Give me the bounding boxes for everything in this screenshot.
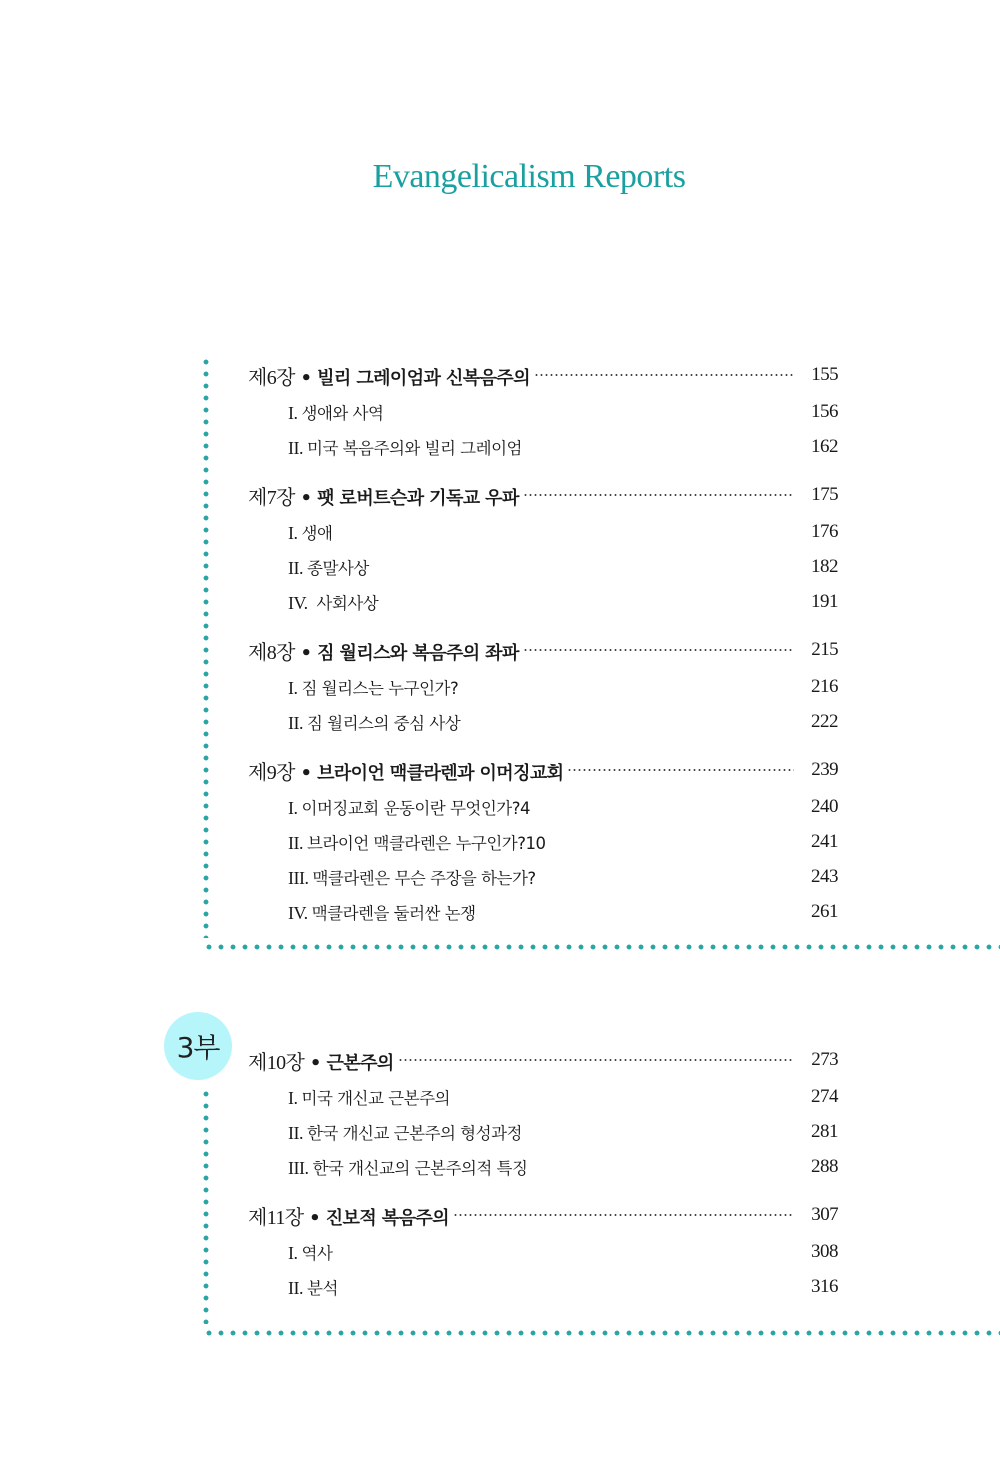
- section-title: 사회사상: [311, 593, 379, 613]
- chapter-page-number: 239: [811, 759, 838, 780]
- section-entry: [248, 1269, 838, 1304]
- section-heading: [288, 1240, 802, 1264]
- part-badge: 3부: [164, 1012, 232, 1080]
- chapter-heading: [248, 481, 519, 510]
- chapter-gap: [248, 619, 838, 631]
- section-entry: [248, 394, 838, 429]
- section-number: IV.: [288, 592, 308, 613]
- chapter-heading: [248, 756, 563, 785]
- section-heading: [288, 795, 802, 819]
- section-number: III.: [288, 1157, 309, 1178]
- section-entry: [248, 429, 838, 464]
- section-entry: [248, 1234, 838, 1269]
- section-entry: [248, 514, 838, 549]
- dot-leader: [453, 1214, 794, 1216]
- section-page-number: 182: [811, 555, 838, 577]
- chapter-title: 짐 월리스와 복음주의 좌파: [317, 642, 519, 664]
- dot-leader: [523, 649, 794, 651]
- section-page-number: 240: [811, 795, 838, 817]
- section-entry: [248, 549, 838, 584]
- section-title: 짐 월리스는 누구인가?: [301, 678, 459, 698]
- section-page-number: 274: [811, 1085, 838, 1107]
- chapter-entry: [248, 1196, 838, 1234]
- section-page-number: 243: [811, 865, 838, 887]
- section-entry: [248, 704, 838, 739]
- table-of-contents-section-2: [248, 1041, 838, 1304]
- chapter-title: 팻 로버트슨과 기독교 우파: [317, 487, 519, 509]
- chapter-page-number: 215: [811, 639, 838, 660]
- chapter-page-number: 273: [811, 1049, 838, 1070]
- dot-leader: [523, 494, 794, 496]
- section-title: 미국 개신교 근본주의: [301, 1088, 450, 1108]
- section-heading: [288, 710, 802, 734]
- section-number: IV.: [288, 902, 308, 923]
- dotted-border-left-1: [203, 356, 209, 938]
- book-title: Evangelicalism Reports: [372, 158, 686, 195]
- section-page-number: 281: [811, 1120, 838, 1142]
- section-title: 짐 월리스의 중심 사상: [307, 713, 461, 733]
- section-page-number: 216: [811, 675, 838, 697]
- chapter-entry: [248, 751, 838, 789]
- chapter-title: 브라이언 맥클라렌과 이머징교회: [317, 762, 564, 784]
- bullet-separator: •: [294, 762, 318, 784]
- section-number: I.: [288, 522, 298, 543]
- section-page-number: 308: [811, 1240, 838, 1262]
- section-heading: [288, 400, 802, 424]
- section-heading: [288, 865, 802, 889]
- section-title: 분석: [307, 1278, 338, 1298]
- section-number: I.: [288, 797, 298, 818]
- section-page-number: 288: [811, 1155, 838, 1177]
- section-entry: [248, 669, 838, 704]
- chapter-entry: [248, 1041, 838, 1079]
- dot-leader: [567, 769, 794, 771]
- section-entry: [248, 1114, 838, 1149]
- section-entry: [248, 1079, 838, 1114]
- section-page-number: 241: [811, 830, 838, 852]
- section-title: 맥클라렌은 무슨 주장을 하는가?: [312, 868, 536, 888]
- section-number: II.: [288, 832, 303, 853]
- section-page-number: 316: [811, 1275, 838, 1297]
- chapter-entry: [248, 356, 838, 394]
- chapter-heading: [248, 636, 519, 665]
- chapter-number: 제7장: [248, 486, 295, 509]
- dotted-border-bottom-2: [203, 1330, 1000, 1336]
- section-heading: [288, 1120, 802, 1144]
- section-number: II.: [288, 557, 303, 578]
- section-title: 종말사상: [307, 558, 369, 578]
- section-page-number: 261: [811, 900, 838, 922]
- section-number: I.: [288, 677, 298, 698]
- section-heading: [288, 1275, 802, 1299]
- section-title: 브라이언 맥클라렌은 누구인가?10: [307, 833, 546, 853]
- bullet-separator: •: [294, 487, 318, 509]
- section-heading: [288, 520, 802, 544]
- section-number: I.: [288, 402, 298, 423]
- chapter-number: 제11장: [248, 1206, 304, 1229]
- chapter-heading: [248, 1046, 394, 1075]
- chapter-number: 제6장: [248, 366, 295, 389]
- section-entry: [248, 584, 838, 619]
- chapter-entry: [248, 476, 838, 514]
- chapter-number: 제9장: [248, 761, 295, 784]
- section-title: 이머징교회 운동이란 무엇인가?4: [301, 798, 530, 818]
- section-heading: [288, 435, 802, 459]
- section-entry: [248, 894, 838, 929]
- bullet-separator: •: [294, 642, 318, 664]
- chapter-page-number: 175: [811, 484, 838, 505]
- section-number: II.: [288, 1277, 303, 1298]
- chapter-gap: [248, 464, 838, 476]
- chapter-number: 제8장: [248, 641, 295, 664]
- section-heading: [288, 900, 802, 924]
- section-number: II.: [288, 712, 303, 733]
- section-heading: [288, 1085, 802, 1109]
- table-of-contents-section-1: [248, 356, 838, 929]
- chapter-heading: [248, 361, 530, 390]
- chapter-heading: [248, 1201, 449, 1230]
- chapter-number: 제10장: [248, 1051, 305, 1074]
- chapter-gap: [248, 739, 838, 751]
- section-title: 한국 개신교 근본주의 형성과정: [307, 1123, 522, 1143]
- section-page-number: 156: [811, 400, 838, 422]
- section-heading: [288, 830, 802, 854]
- section-title: 생애: [301, 523, 333, 543]
- chapter-page-number: 155: [811, 364, 838, 385]
- section-title: 생애와 사역: [301, 403, 384, 423]
- section-title: 맥클라렌을 둘러싼 논쟁: [311, 903, 476, 923]
- dotted-border-left-2: [203, 1088, 209, 1324]
- dotted-border-bottom-1: [203, 944, 1000, 950]
- section-page-number: 162: [811, 435, 838, 457]
- section-number: I.: [288, 1242, 298, 1263]
- section-entry: [248, 824, 838, 859]
- section-number: III.: [288, 867, 309, 888]
- section-heading: [288, 675, 802, 699]
- section-heading: [288, 1155, 802, 1179]
- chapter-title: 근본주의: [326, 1052, 394, 1074]
- section-heading: [288, 555, 802, 579]
- chapter-gap: [248, 1184, 838, 1196]
- section-entry: [248, 789, 838, 824]
- section-number: II.: [288, 437, 303, 458]
- section-heading: [288, 590, 802, 614]
- section-page-number: 176: [811, 520, 838, 542]
- section-entry: [248, 1149, 838, 1184]
- chapter-entry: [248, 631, 838, 669]
- chapter-page-number: 307: [811, 1204, 838, 1225]
- section-title: 미국 복음주의와 빌리 그레이엄: [307, 438, 522, 458]
- section-title: 역사: [301, 1243, 333, 1263]
- section-number: II.: [288, 1122, 303, 1143]
- section-number: I.: [288, 1087, 298, 1108]
- dot-leader: [398, 1059, 794, 1061]
- section-entry: [248, 859, 838, 894]
- dot-leader: [534, 374, 794, 376]
- section-title: 한국 개신교의 근본주의적 특징: [312, 1158, 528, 1178]
- chapter-title: 빌리 그레이엄과 신복음주의: [317, 367, 530, 389]
- bullet-separator: •: [303, 1207, 326, 1229]
- section-page-number: 222: [811, 710, 838, 732]
- bullet-separator: •: [304, 1052, 327, 1074]
- section-page-number: 191: [811, 590, 838, 612]
- bullet-separator: •: [294, 367, 318, 389]
- chapter-title: 진보적 복음주의: [325, 1207, 449, 1229]
